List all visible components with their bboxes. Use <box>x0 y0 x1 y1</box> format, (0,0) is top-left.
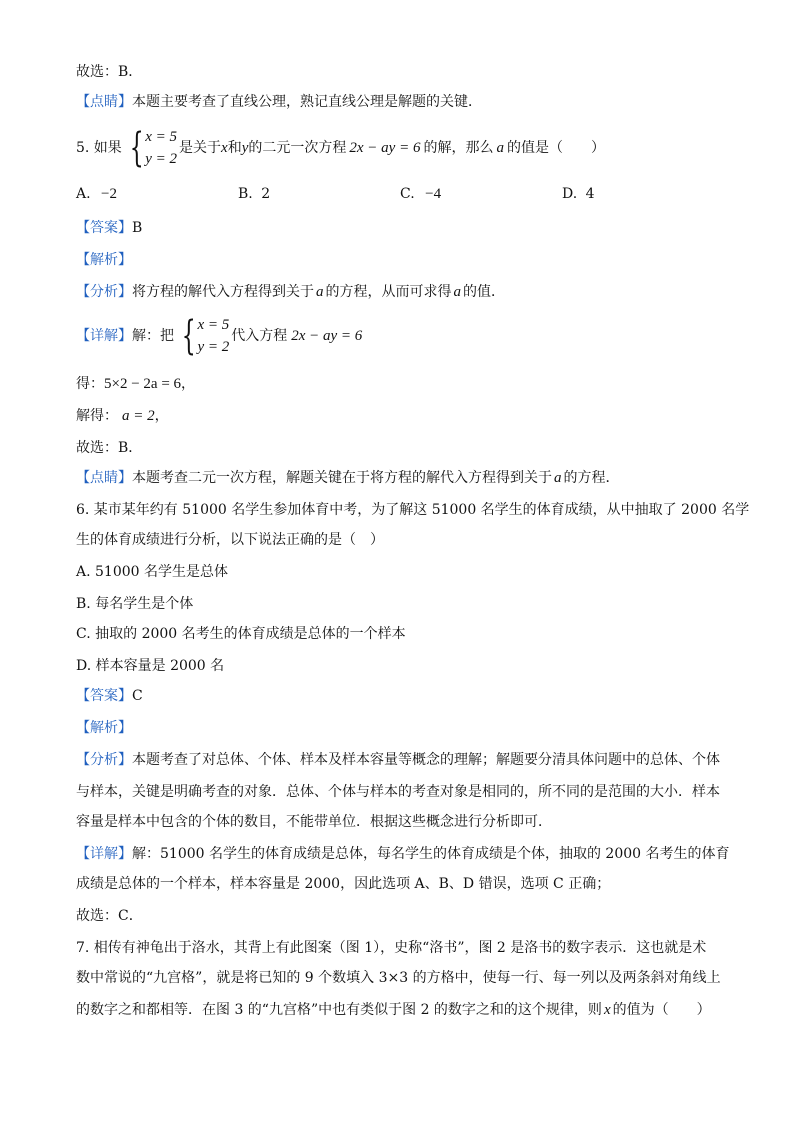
analysis-tag: 【解析】 <box>76 720 132 736</box>
comment-text: 本题考查二元一次方程，解题关键在于将方程的解代入方程得到关于 <box>132 470 552 486</box>
option-value: −2 <box>101 186 117 202</box>
var-a: a <box>554 470 562 486</box>
prev-comment-line <box>76 92 482 112</box>
q5-var-y: y <box>241 140 249 156</box>
q5-choose: 故选：B． <box>76 440 143 456</box>
q5-option-d <box>562 186 595 202</box>
q5-var-x: x <box>221 140 228 156</box>
fenxi-tag: 【分析】 <box>76 752 132 768</box>
q5-answer-line <box>76 218 142 238</box>
q5-stem-prefix: 5. 如果 <box>76 140 122 156</box>
detail-tag: 【详解】 <box>76 328 132 344</box>
step-end: ， <box>181 376 196 392</box>
q5-fenxi-line <box>76 282 505 302</box>
option-value: 4 <box>585 186 595 202</box>
fenxi-tag: 【分析】 <box>76 284 132 300</box>
q6-choose: 故选：C． <box>76 908 143 924</box>
comment-tag: 【点睛】 <box>76 94 132 110</box>
detail-text: 解：51000 名学生的体育成绩是总体，每名学生的体育成绩是个体，抽取的 2000 名考生的体育 <box>132 846 730 862</box>
q7-line3 <box>76 1000 711 1020</box>
option-value: −4 <box>425 186 442 202</box>
option-letter: D. <box>562 186 578 202</box>
answer-value: B <box>132 220 143 236</box>
detail-text: 解：把 <box>132 328 174 344</box>
q5-stem-mid3: 的解，那么 <box>423 140 494 156</box>
fenxi-text: 的值． <box>463 284 505 300</box>
detail-eq-y: y = 2 <box>197 339 230 355</box>
step-label: 得： <box>76 376 104 392</box>
answer-tag: 【答案】 <box>76 688 132 704</box>
q5-eq-x: x = 5 <box>145 129 178 145</box>
var-a: a <box>453 284 461 300</box>
q6-stem-line2: 生的体育成绩进行分析，以下说法正确的是（ ） <box>76 532 384 548</box>
q6-fenxi-line2: 与样本，关键是明确考查的对象．总体、个体与样本的考查对象是相同的，所不同的是范围的大小．样本 <box>76 784 720 800</box>
detail-equation: 2x − ay = 6 <box>291 328 363 344</box>
q6-option-c: C. 抽取的 2000 名考生的体育成绩是总体的一个样本 <box>76 626 406 642</box>
q5-eq-y: y = 2 <box>145 151 178 167</box>
option-letter: B. <box>238 186 253 202</box>
q5-step2 <box>76 406 169 426</box>
prev-choose-line: 故选：B． <box>76 64 143 80</box>
detail-eq-x: x = 5 <box>197 317 230 333</box>
q6-option-d: D. 样本容量是 2000 名 <box>76 658 225 674</box>
analysis-tag: 【解析】 <box>76 252 132 268</box>
fenxi-text: 的方程，从而可求得 <box>325 284 452 300</box>
q6-answer-line <box>76 686 143 706</box>
step-label: 解得： <box>76 408 118 424</box>
q5-var-a: a <box>496 140 504 156</box>
detail-tag: 【详解】 <box>76 846 132 862</box>
q5-stem-end: 的值是（ ） <box>506 140 605 156</box>
comment-text: 的方程． <box>563 470 620 486</box>
q5-option-a <box>76 186 117 203</box>
answer-tag: 【答案】 <box>76 220 132 236</box>
q5-step1 <box>76 374 195 394</box>
q5-detail-system <box>176 314 229 358</box>
q6-fenxi-line3: 容量是样本中包含的个体的数目，不能带单位．根据这些概念进行分析即可． <box>76 814 552 830</box>
q6-fenxi-line1 <box>76 750 720 770</box>
q6-option-b: B. 每名学生是个体 <box>76 596 194 612</box>
q5-comment-line <box>76 468 620 488</box>
step-expr: a = 2 <box>122 408 155 424</box>
option-letter: C. <box>400 186 415 202</box>
step-end: ， <box>154 408 169 424</box>
q5-stem-mid1: 是关于 <box>179 140 222 156</box>
q5-equation-system <box>124 126 177 170</box>
q6-detail-line1 <box>76 844 730 864</box>
option-letter: A. <box>76 186 91 202</box>
brace-symbol: { <box>181 313 196 359</box>
comment-text: 本题主要考查了直线公理，熟记直线公理是解题的关键． <box>132 94 482 110</box>
option-value: 2 <box>261 186 271 202</box>
q5-option-c <box>400 186 441 203</box>
brace-symbol: { <box>129 125 144 171</box>
var-a: a <box>316 284 324 300</box>
q5-stem <box>76 126 605 170</box>
q5-stem-mid2: 的二元一次方程 <box>248 140 347 156</box>
q5-detail-line <box>76 314 362 358</box>
q7-line2: 数中常说的“九宫格”，就是将已知的 9 个数填入 3×3 的方格中，使每一行、每一列以及两条斜对角线上 <box>76 970 721 986</box>
q5-option-b <box>238 186 270 202</box>
q6-option-a: A. 51000 名学生是总体 <box>76 564 228 580</box>
q6-stem-line1: 6. 某市某年约有 51000 名学生参加体育中考，为了解这 51000 名学生的体育成绩，从中抽取了 2000 名学 <box>76 502 750 518</box>
q7-line1: 7. 相传有神龟出于洛水，其背上有此图案（图 1），史称“洛书”，图 2 是洛书的数字表示．这也就是术 <box>76 940 707 956</box>
fenxi-text: 本题考查了对总体、个体、样本及样本容量等概念的理解；解题要分清具体问题中的总体、个体 <box>132 752 720 768</box>
detail-text: 代入方程 <box>231 328 288 344</box>
comment-tag: 【点睛】 <box>76 470 132 486</box>
q5-equation: 2x − ay = 6 <box>349 140 421 156</box>
q5-analysis-line <box>76 250 132 270</box>
step-expr: 5×2 − 2a = 6 <box>104 376 182 392</box>
q5-stem-and: 和 <box>227 140 242 156</box>
fenxi-text: 将方程的解代入方程得到关于 <box>132 284 314 300</box>
q7-text: 的值为（ ） <box>612 1002 711 1018</box>
q7-var-x: x <box>603 1002 611 1018</box>
q7-text: 的数字之和都相等．在图 3 的“九宫格”中也有类似于图 2 的数字之和的这个规律，则 <box>76 1002 602 1018</box>
answer-value: C <box>132 688 143 704</box>
q6-analysis-line <box>76 718 132 738</box>
q6-detail-line2: 成绩是总体的一个样本，样本容量是 2000，因此选项 A、B、D 错误，选项 C 正确； <box>76 876 611 892</box>
